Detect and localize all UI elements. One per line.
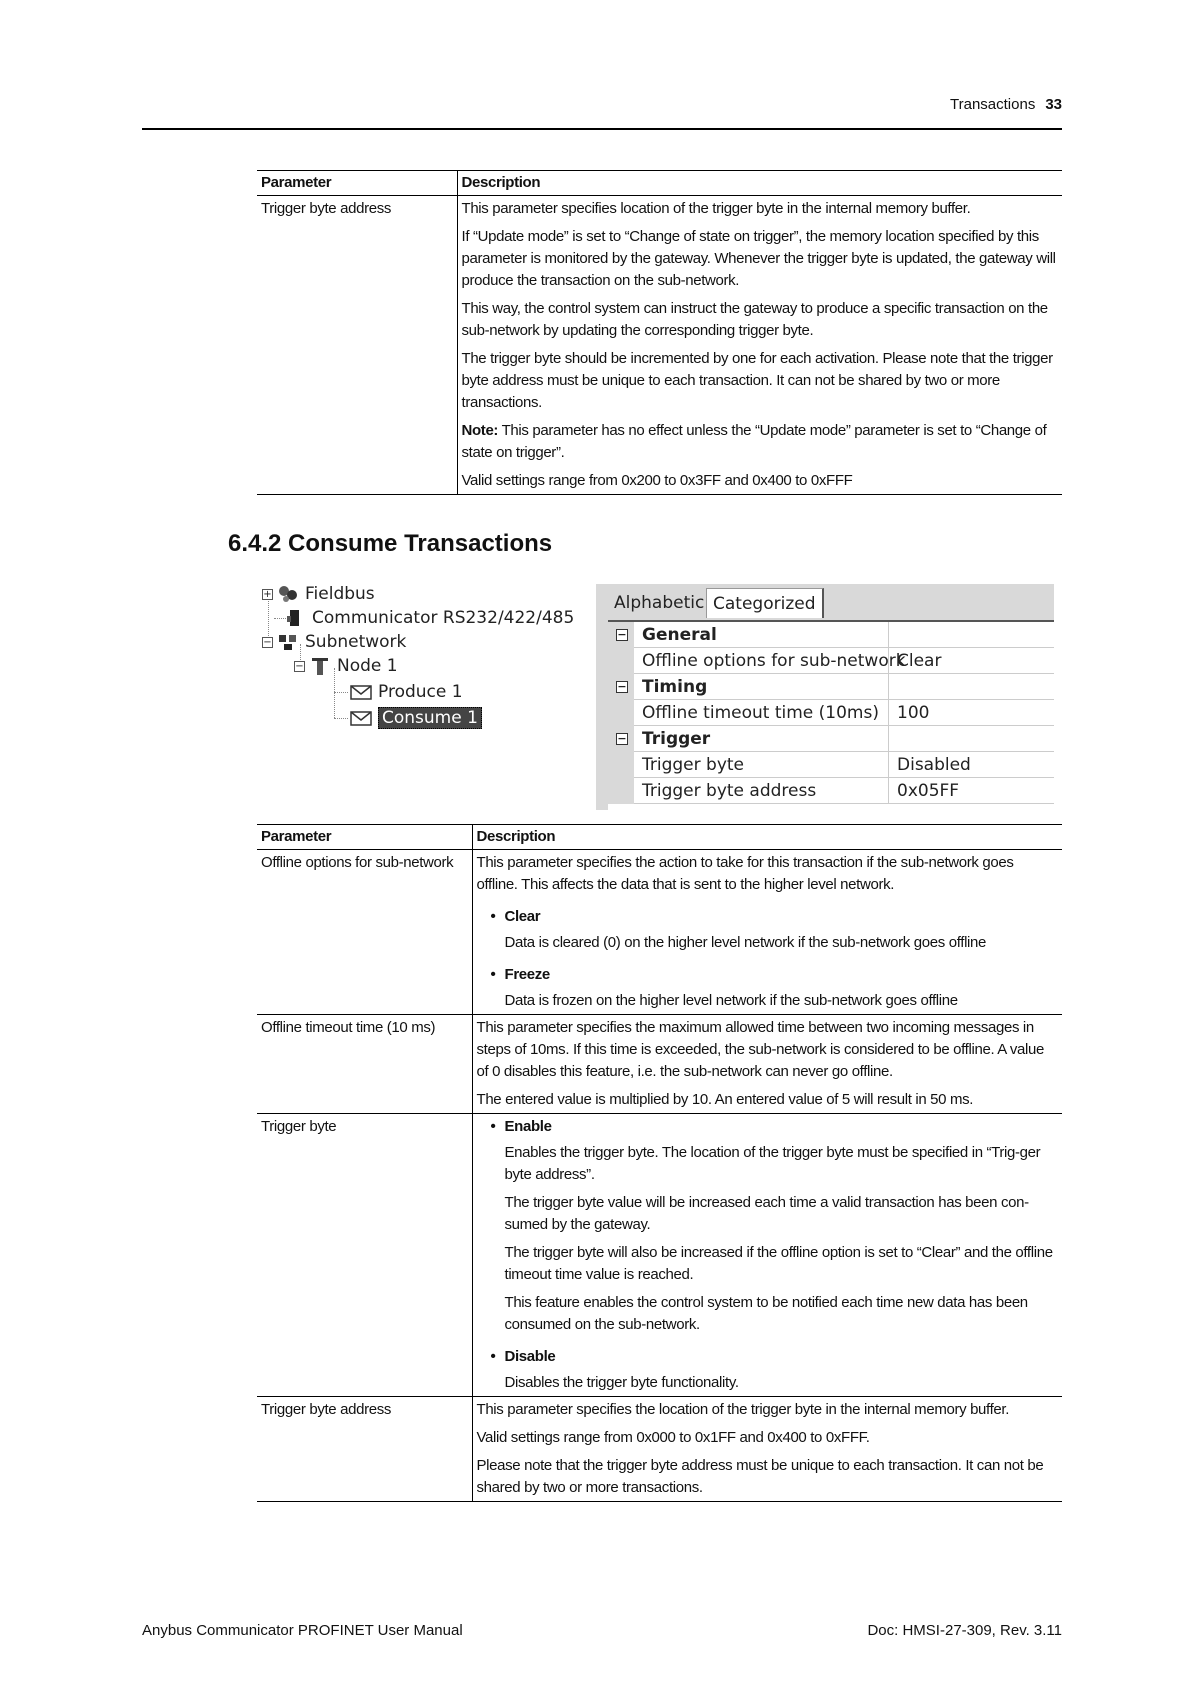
collapse-icon[interactable]: − <box>295 660 304 672</box>
param-description <box>472 1397 1062 1502</box>
collapse-icon[interactable]: − <box>617 628 627 641</box>
bullet-text: This feature enables the control system to be notified each time new data has been consumed on the sub-network. <box>504 1294 1028 1333</box>
page-number: 33 <box>1045 96 1062 113</box>
category-row[interactable] <box>608 674 1054 700</box>
property-list <box>608 620 1054 810</box>
desc-paragraph: This parameter specifies the location of the trigger byte in the internal memory buffer. <box>476 1401 1010 1418</box>
bullet-label: Freeze <box>504 966 550 983</box>
bullet-label: Enable <box>504 1118 552 1135</box>
param-description <box>472 850 1062 1015</box>
property-row[interactable] <box>608 700 1054 726</box>
tree-item-label: Consume 1 <box>378 707 482 729</box>
bullet-label: Clear <box>504 908 541 925</box>
section-heading: 6.4.2 Consume Transactions <box>228 530 553 557</box>
bullet-text: Data is frozen on the higher level network if the sub-network goes offline <box>504 992 958 1009</box>
tab-alphabetic[interactable]: Alphabetic <box>614 593 705 613</box>
param-description <box>472 1015 1062 1114</box>
desc-paragraph: The entered value is multiplied by 10. An entered value of 5 will result in 50 ms. <box>476 1091 974 1108</box>
param-name: Trigger byte address <box>257 196 457 495</box>
col-parameter: Parameter <box>257 171 457 196</box>
page-header <box>142 96 1062 130</box>
property-key: Trigger byte <box>642 755 745 775</box>
header-section: Transactions <box>950 96 1036 113</box>
expand-icon[interactable]: + <box>263 588 272 600</box>
category-row[interactable] <box>608 622 1054 648</box>
tree-item-label: Fieldbus <box>305 584 375 604</box>
bullet-text: Disables the trigger byte functionality. <box>504 1374 739 1391</box>
param-description <box>472 1114 1062 1397</box>
property-row[interactable] <box>608 778 1054 804</box>
desc-paragraph: Valid settings range from 0x000 to 0x1FF and 0x400 to 0xFFF. <box>476 1429 870 1446</box>
page-footer <box>142 1622 1062 1639</box>
bullet-text: The trigger byte will also be increased if the offline option is set to “Clear” and the offline timeout time value is reached. <box>504 1244 1053 1283</box>
bullet-item: • Disable <box>490 1348 556 1365</box>
property-value[interactable]: 0x05FF <box>888 778 1054 804</box>
collapse-icon[interactable]: − <box>617 732 627 745</box>
property-value[interactable]: 100 <box>888 700 1054 726</box>
tree-item-produce[interactable] <box>350 680 463 704</box>
note-paragraph <box>462 420 1059 464</box>
desc-paragraph: This parameter specifies location of the trigger byte in the internal memory buffer. <box>461 200 971 217</box>
desc-paragraph: If “Update mode” is set to “Change of state on trigger”, the memory location specified by this parameter is monitored by the gateway. Whenever the trigger byte is updated, the gateway will produce the transaction on the sub-network. <box>461 228 1056 289</box>
tree-item-communicator[interactable] <box>284 606 574 630</box>
category-label: General <box>642 625 717 645</box>
param-name: Trigger byte address <box>257 1397 472 1502</box>
tree-view <box>262 582 582 742</box>
desc-paragraph: Valid settings range from 0x200 to 0x3FF and 0x400 to 0xFFF <box>461 472 853 489</box>
param-name: Offline options for sub-network <box>257 850 472 1015</box>
tree-item-label: Node 1 <box>337 656 398 676</box>
table-row <box>257 1397 1062 1502</box>
bullet-item: • Enable <box>490 1118 552 1135</box>
bullet-text: Data is cleared (0) on the higher level network if the sub-network goes offline <box>504 934 987 951</box>
tree-item-label: Communicator RS232/422/485 <box>312 608 575 628</box>
desc-paragraph: This way, the control system can instruct the gateway to produce a specific transaction on the sub-network by updating the corresponding trigger byte. <box>461 300 1048 339</box>
collapse-icon[interactable]: − <box>617 680 627 693</box>
table-row <box>257 1015 1062 1114</box>
col-description: Description <box>457 171 1062 196</box>
envelope-icon <box>350 682 372 702</box>
category-row[interactable] <box>608 726 1054 752</box>
property-key: Offline options for sub-network <box>642 651 906 671</box>
desc-paragraph: This parameter specifies the maximum allowed time between two incoming messages in steps of 10ms. If this time is exceeded, the sub-network is considered to be offline. A value of 0 disables this feature, i.e. the sub-network can never go offline. <box>476 1019 1045 1080</box>
bullet-text: Enables the trigger byte. The location of the trigger byte must be specified in “Trig-ger byte address”. <box>504 1144 1041 1183</box>
property-key: Offline timeout time (10ms) <box>642 703 879 723</box>
tree-item-label: Subnetwork <box>305 632 407 652</box>
bullet-text: The trigger byte value will be increased each time a valid transaction has been con-sumed by the gateway. <box>504 1194 1029 1233</box>
table-row <box>257 196 1062 495</box>
bullet-label: Disable <box>504 1348 556 1365</box>
desc-paragraph: Please note that the trigger byte address must be unique to each transaction. It can not be shared by two or more transactions. <box>476 1457 1044 1496</box>
property-key: Trigger byte address <box>642 781 817 801</box>
footer-doc-id: Doc: HMSI-27-309, Rev. 3.11 <box>867 1622 1062 1639</box>
param-name: Offline timeout time (10 ms) <box>257 1015 472 1114</box>
tree-item-label: Produce 1 <box>378 682 463 702</box>
tree-item-node[interactable] <box>294 654 398 678</box>
desc-paragraph: This parameter specifies the action to take for this transaction if the sub-network goes offline. This affects the data that is sent to the higher level network. <box>476 854 1014 893</box>
tree-item-consume[interactable] <box>350 706 482 730</box>
envelope-icon <box>350 708 372 728</box>
param-description <box>457 196 1062 495</box>
consume-parameter-table <box>257 824 1062 1502</box>
tree-item-fieldbus[interactable] <box>262 582 375 606</box>
col-description: Description <box>472 825 1062 850</box>
collapse-icon[interactable]: − <box>263 636 272 648</box>
network-icon <box>277 584 299 604</box>
footer-title: Anybus Communicator PROFINET User Manual <box>142 1622 463 1639</box>
property-value[interactable]: Disabled <box>888 752 1054 778</box>
trigger-table <box>257 170 1062 495</box>
device-icon <box>284 608 306 628</box>
tree-item-subnetwork[interactable] <box>262 630 406 654</box>
bullet-item: • Clear <box>490 908 541 925</box>
category-label: Trigger <box>642 729 711 749</box>
property-row[interactable] <box>608 648 1054 674</box>
desc-paragraph: The trigger byte should be incremented by one for each activation. Please note that the trigger byte address must be unique to each transaction. It can not be shared by two or more transactions. <box>461 350 1053 411</box>
param-name: Trigger byte <box>257 1114 472 1397</box>
tab-categorized[interactable]: Categorized <box>706 588 824 618</box>
property-value[interactable]: Clear <box>888 648 1054 674</box>
property-row[interactable] <box>608 752 1054 778</box>
node-icon <box>309 656 331 676</box>
col-parameter: Parameter <box>257 825 472 850</box>
table-row <box>257 850 1062 1015</box>
subnetwork-icon <box>277 632 299 652</box>
bullet-item: • Freeze <box>490 966 550 983</box>
note-label: Note: <box>461 422 499 439</box>
table-row <box>257 1114 1062 1397</box>
property-grid <box>596 584 1054 810</box>
note-text: This parameter has no effect unless the “Update mode” parameter is set to “Change of state on trigger”. <box>461 422 1047 461</box>
category-label: Timing <box>642 677 708 697</box>
